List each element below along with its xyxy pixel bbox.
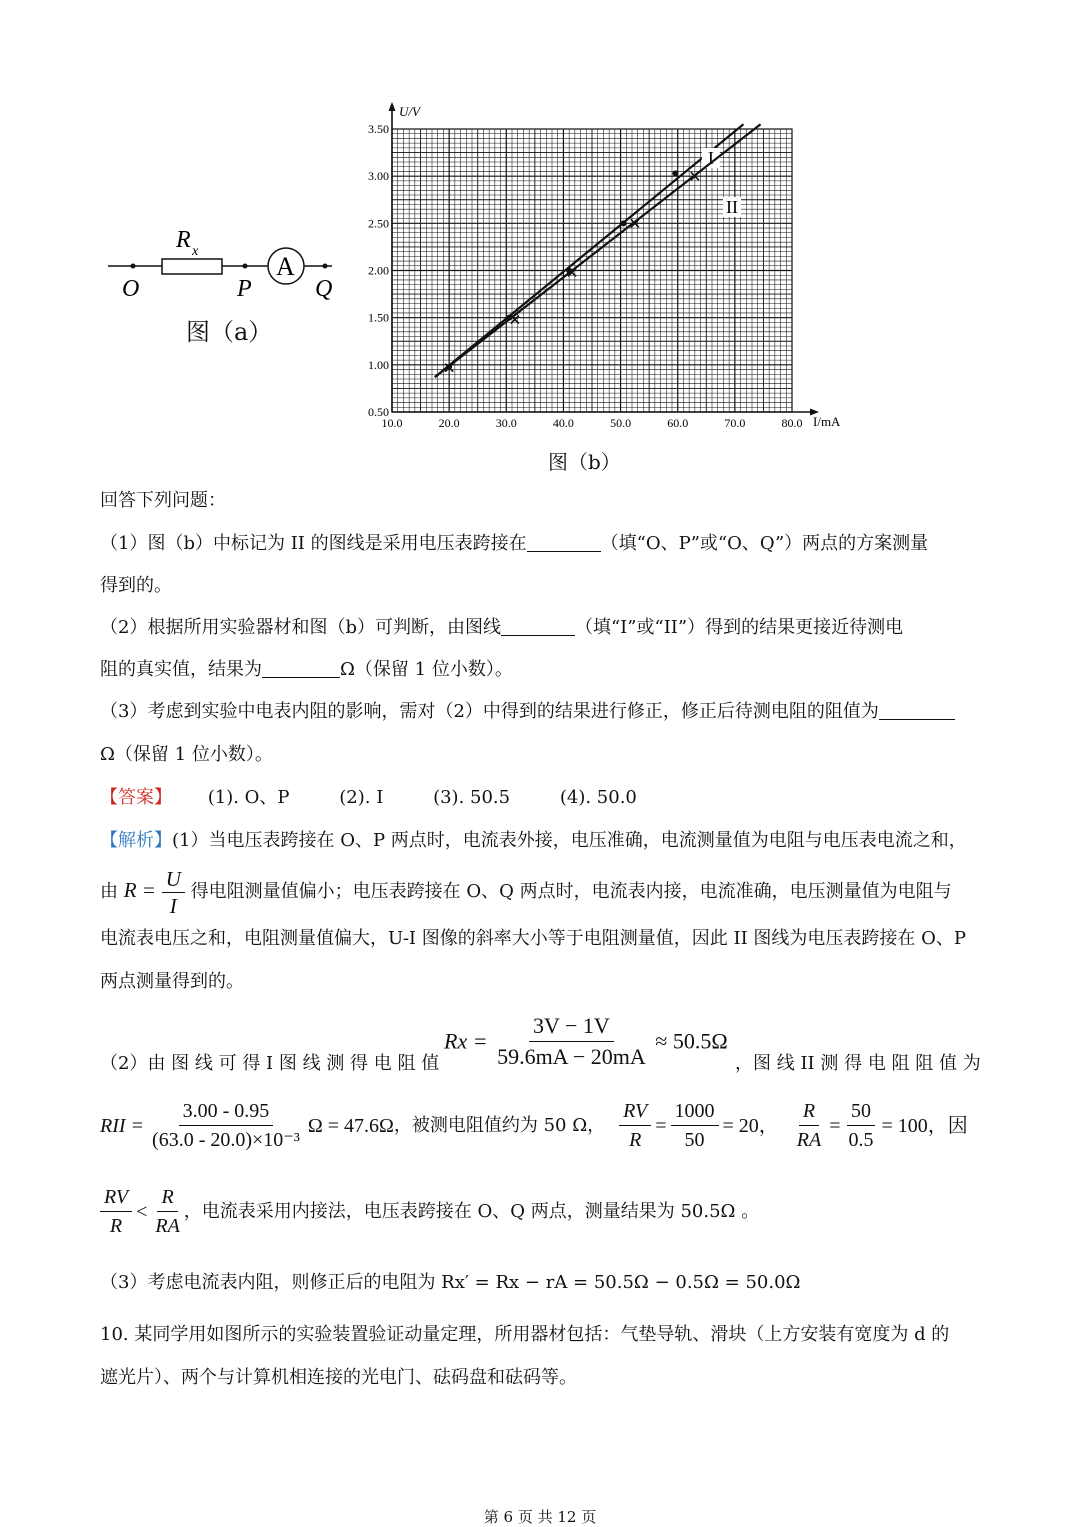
q1-blank (527, 533, 601, 552)
formula-rx (444, 1012, 728, 1071)
formula-rx-fraction (493, 1012, 650, 1071)
formula-rv-value-denominator: 50 (684, 1129, 705, 1151)
x-tick-label: 40.0 (552, 416, 574, 430)
formula-ra-value-denominator: 0.5 (848, 1129, 874, 1151)
q2-blank-2 (262, 659, 340, 678)
analysis-line-4: 两点测量得到的。 (100, 971, 244, 992)
formula-r: R = (123, 878, 156, 902)
x-tick-label: 70.0 (724, 416, 746, 430)
analysis-line-2 (100, 864, 952, 918)
x-tick-label: 10.0 (381, 416, 403, 430)
y-tick-label: 3.00 (368, 169, 389, 184)
analysis-line-3: 电流表电压之和，电阻测量值偏大，U-I 图像的斜率大小等于电阻测量值，因此 II 图线为电压表跨接在 O、P (100, 928, 967, 949)
answer-tag: 【答案】 (100, 787, 172, 808)
q2-text-d: Ω（保留 1 位小数）。 (340, 659, 513, 680)
data-point (620, 220, 626, 226)
figure-b-caption: 图（b） (548, 450, 621, 474)
formula-rv-value-fraction (671, 1098, 719, 1153)
q3-text-a: （3）考虑到实验中电表内阻的影响，需对（2）中得到的结果进行修正，修正后待测电阻的阻值为 (100, 701, 879, 722)
data-point (672, 170, 678, 176)
formula-ra-equals: = (829, 1114, 841, 1137)
y-axis-arrow (389, 102, 396, 111)
q3-blank (879, 701, 955, 720)
analysis-p1-a: (1）当电压表跨接在 O、P 两点时，电流表外接，电压准确，电流测量值为电阻与电压表电流之和， (172, 830, 967, 851)
formula-compare-left (100, 1184, 132, 1239)
less-than-sign: < (136, 1200, 148, 1223)
formula-compare-right (151, 1184, 183, 1239)
formula-r2-rhs: Ω = 47.6Ω (307, 1114, 394, 1137)
ammeter-label: A (276, 252, 295, 281)
formula-rv-over-r (619, 1098, 651, 1153)
answer-4: (4). 50.0 (559, 787, 637, 808)
formula-r2-lhs: RII = (100, 1114, 145, 1137)
question-10-line-2: 遮光片）、两个与计算机相连接的光电门、砝码盘和砝码等。 (100, 1367, 577, 1388)
answer-line (100, 786, 637, 810)
formula-ra-value-fraction (845, 1098, 878, 1153)
resistor (162, 259, 222, 274)
formula-r2-fraction (148, 1098, 304, 1153)
question-1-line-1 (100, 532, 928, 556)
analysis-line-7 (100, 1184, 759, 1239)
y-tick-label: 1.50 (368, 310, 389, 325)
analysis-p2-text-c: ，被测电阻值约为 50 Ω， (393, 1114, 606, 1136)
q2-text-c: 阻的真实值，结果为 (100, 659, 262, 680)
analysis-line-6 (100, 1098, 968, 1153)
x-tick-label: 30.0 (495, 416, 517, 430)
point-p-label: P (237, 276, 252, 302)
figure-a-caption: 图（a） (186, 318, 273, 346)
formula-ra-result: = 100，因 (881, 1114, 968, 1137)
intro-text: 回答下列问题： (100, 490, 226, 511)
ui-chart (355, 100, 855, 440)
formula-rv-value-numerator: 1000 (671, 1098, 719, 1126)
formula-rv-equals: = (655, 1114, 667, 1137)
q1-text-b: （填“O、P”或“O、Q”）两点的方案测量 (600, 533, 929, 554)
q2-blank-1 (501, 617, 575, 636)
y-tick-label: 2.50 (368, 216, 389, 231)
x-tick-label: 50.0 (610, 416, 632, 430)
analysis-p1-b-pre: 由 (100, 881, 118, 902)
q1-text-a: （1）图（b）中标记为 II 的图线是采用电压表跨接在 (100, 533, 527, 554)
analysis-tag: 【解析】 (100, 830, 172, 851)
formula-rv-denominator: R (629, 1129, 642, 1151)
question-3-line-2: Ω（保留 1 位小数）。 (100, 744, 273, 765)
analysis-p2-text-d: ，电流表采用内接法，电压表跨接在 O、Q 两点，测量结果为 50.5Ω 。 (183, 1200, 760, 1222)
q2-text-a: （2）根据所用实验器材和图（b）可判断，由图线 (100, 617, 501, 638)
formula-r-over-ra (793, 1098, 825, 1153)
formula-rx-rhs: ≈ 50.5Ω (655, 1028, 728, 1054)
y-tick-label: 0.50 (368, 405, 389, 419)
formula-rx-lhs: Rx = (444, 1028, 488, 1054)
y-axis-title: U/V (399, 104, 420, 119)
answer-2: (2). I (339, 787, 384, 808)
formula-r2-denominator: (63.0 - 20.0)×10⁻³ (152, 1129, 300, 1151)
formula-rx-numerator: 3V − 1V (529, 1012, 614, 1042)
formula-r2-numerator: 3.00 - 0.95 (179, 1098, 274, 1126)
formula-ra-denominator: RA (796, 1129, 822, 1151)
x-tick-label: 60.0 (667, 416, 689, 430)
fraction-numerator: U (162, 867, 185, 893)
page-footer: 第 6 页 共 12 页 (483, 1508, 597, 1526)
formula-ra-value-numerator: 50 (847, 1098, 875, 1126)
answer-1: (1). O、P (207, 787, 290, 808)
analysis-line-8: （3）考虑电流表内阻，则修正后的电阻为 Rx′ = Rx − rA = 50.5Ω − 0.5Ω = 50.0Ω (100, 1272, 801, 1293)
fraction-denominator: I (169, 893, 177, 918)
formula-compare-right-denominator: RA (155, 1215, 180, 1237)
series-label: II (726, 197, 738, 218)
analysis-p1-b-post: 得电阻测量值偏小；电压表跨接在 O、Q 两点时，电流表内接，电流准确，电压测量值为电阻与 (190, 881, 952, 902)
analysis-p2-text-a: （2）由 图 线 可 得 I 图 线 测 得 电 阻 值 (100, 1053, 440, 1074)
formula-compare-left-denominator: R (109, 1215, 123, 1237)
fraction-u-over-i (162, 867, 185, 918)
question-1-line-2: 得到的。 (100, 575, 172, 596)
question-10-line-1: 10. 某同学用如图所示的实验装置验证动量定理，所用器材包括：气垫导轨、滑块（上方安装有宽度为 d 的 (100, 1324, 950, 1345)
resistor-subscript: x (192, 244, 199, 259)
y-tick-label: 2.00 (368, 263, 389, 278)
analysis-p2-text-b: ，图 线 II 测 得 电 阻 阻 值 为 (735, 1053, 981, 1074)
formula-ra-numerator: R (799, 1098, 819, 1126)
x-tick-label: 80.0 (781, 416, 803, 430)
y-tick-label: 1.00 (368, 357, 389, 372)
series-label: I (707, 148, 714, 169)
q2-text-b: （填“I”或“II”）得到的结果更接近待测电 (574, 617, 904, 638)
question-2-line-2 (100, 658, 513, 682)
x-tick-label: 20.0 (438, 416, 460, 430)
analysis-line-1 (100, 829, 967, 853)
question-3-line-1 (100, 700, 955, 724)
formula-rx-denominator: 59.6mA − 20mA (497, 1044, 646, 1069)
y-tick-label: 3.50 (368, 122, 389, 136)
point-q-label: Q (315, 276, 333, 302)
formula-compare-right-numerator: R (157, 1184, 177, 1212)
x-axis-title: I/mA (813, 414, 841, 429)
question-2-line-1 (100, 616, 903, 640)
formula-rv-numerator: RV (619, 1098, 651, 1126)
formula-rv-result: = 20， (722, 1114, 779, 1137)
formula-compare-left-numerator: RV (100, 1184, 132, 1212)
answer-3: (3). 50.5 (433, 787, 511, 808)
point-o-label: O (122, 276, 140, 302)
resistor-label: R (176, 227, 191, 253)
